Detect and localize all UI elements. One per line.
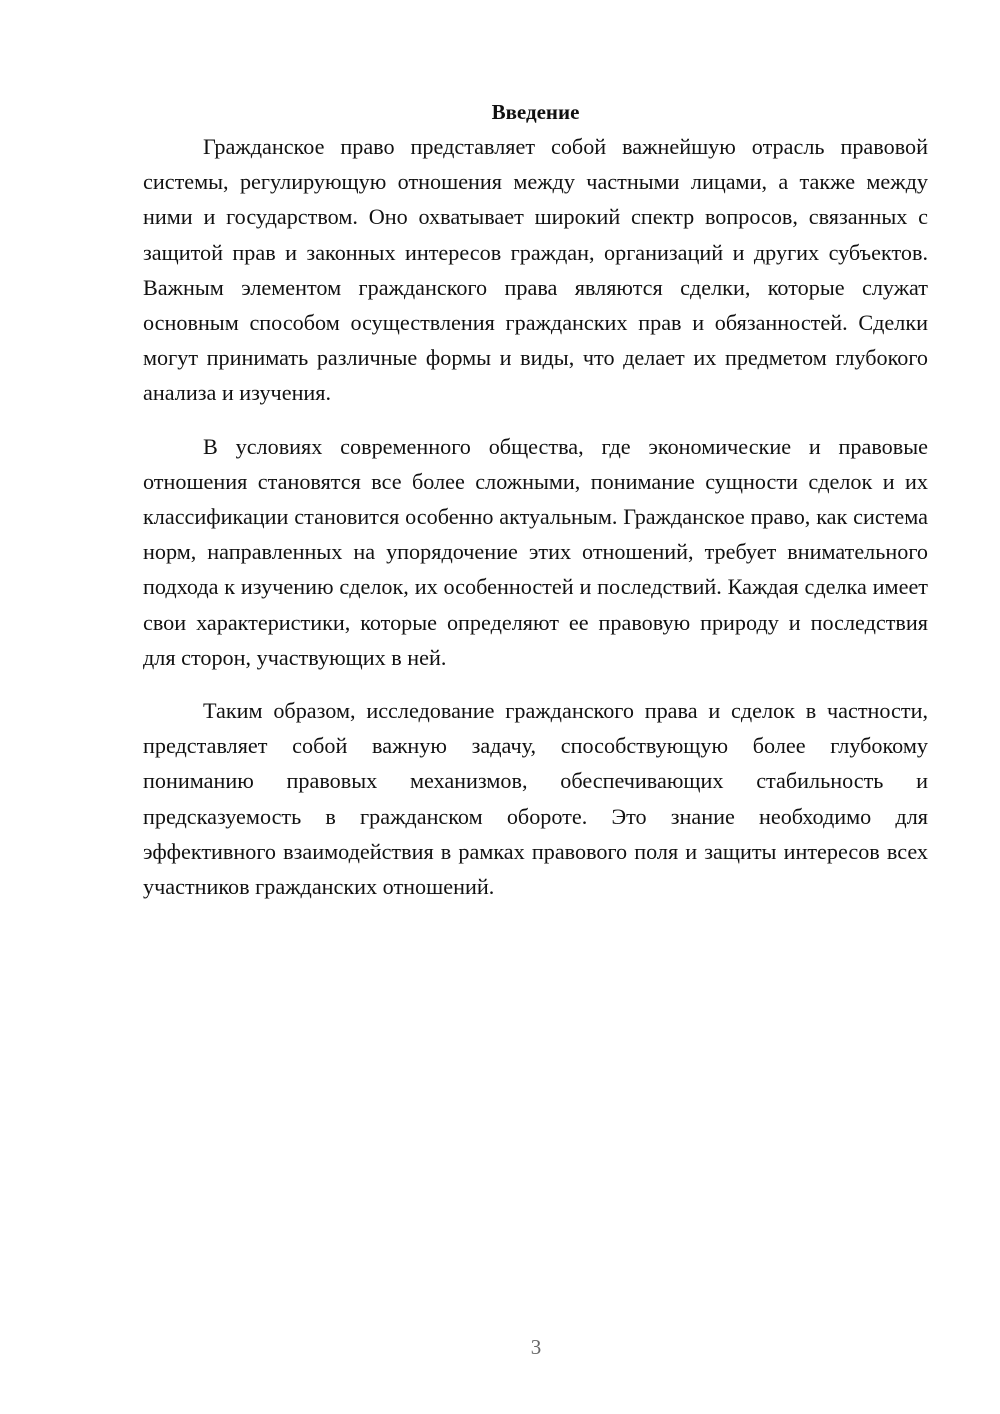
paragraph-2: В условиях современного общества, где экономические и правовые отношения становятся все более сложными, понимание сущности сделок и их классификации становится особенно актуальным. Гражданское право, как система норм, направленных на упорядочение этих отношений, требует внимательного подхода к изучению сделок, их особенностей и последствий. Каждая сделка имеет свои характеристики, которые определяют ее правовую природу и последствия для сторон, участвующих в ней. [143,433,928,670]
section-title: Введение [491,100,580,124]
paragraph-1: Гражданское право представляет собой важнейшую отрасль правовой системы, регулирующую отношения между частными лицами, а также между ними и государством. Оно охватывает широкий спектр вопросов, связанных с защитой прав и законных интересов граждан, организаций и других субъектов. Важным элементом гражданского права являются сделки, которые служат основным способом осуществления гражданских прав и обязанностей. Сделки могут принимать различные формы и виды, что делает их предметом глубокого анализа и изучения. [143,134,928,406]
page-number: 3 [530,1335,542,1359]
page-content [143,94,928,922]
paragraph-3: Таким образом, исследование гражданского права и сделок в частности, представляет собой важную задачу, способствующую более глубокому пониманию правовых механизмов, обеспечивающих стабильность и предсказуемость в гражданском обороте. Это знание необходимо для эффективного взаимодействия в рамках правового поля и защиты интересов всех участников гражданских отношений. [143,698,928,900]
